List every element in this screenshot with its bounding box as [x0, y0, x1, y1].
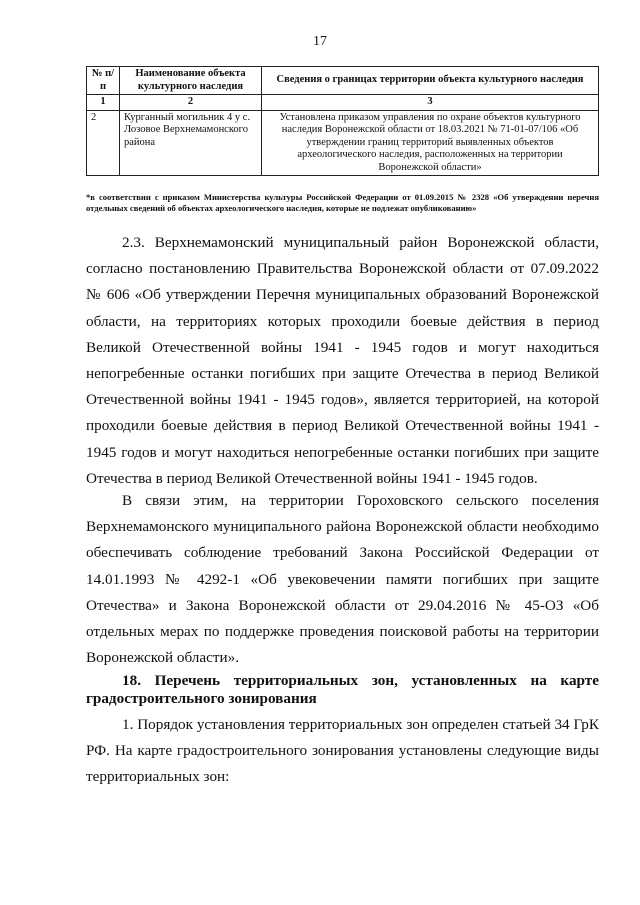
table-index-row	[87, 95, 599, 111]
row-number-cell: 2	[87, 110, 120, 176]
column-header-name: Наименование объекта культурного наследия	[120, 67, 262, 95]
paragraph-section-2-3	[86, 230, 599, 492]
heritage-table	[86, 66, 599, 176]
boundaries-info-cell: Установлена приказом управления по охране объектов культурного наследия Воронежской области от 18.03.2021 № 71-01-07/106 «Об утверждении границ территорий выявленных объектов археологического наследия, расположенных на территории Воронежской области»	[262, 110, 599, 176]
object-name-cell: Курганный могильник 4 у с. Лозовое Верхнемамонского района	[120, 110, 262, 176]
paragraph-text: 2.3. Верхнемамонский муниципальный район Воронежской области, согласно постановлению Правительства Воронежской области от 07.09.2022 № 606 «Об утверждении Перечня муниципальных образований Воронежской области, на территориях которых проходили боевые действия в период Великой Отечественной войны 1941 - 1945 годов и могут находиться непогребенные останки погибших при защите Отечества в период Великой Отечественной войны 1941 - 1945 годов», является территорией, на которой проходили боевые действия в период Великой Отечественной войны 1941 - 1945 годов и могут находиться непогребенные останки погибших при защите Отечества в период Великой Отечественной войны 1941 - 1945 годов.	[86, 234, 599, 487]
paragraph-text: В связи этим, на территории Гороховского сельского поселения Верхнемамонского муниципального района Воронежской области необходимо обеспечивать соблюдение требований Закона Российской Федерации от 14.01.1993 № 4292-1 «Об увековечении памяти погибших при защите Отечества» и Закона Воронежской области от 29.04.2016 № 45-ОЗ «Об отдельных мерах по поддержке проведения поисковой работы на территории Воронежской области».	[86, 492, 599, 667]
table-header-row	[87, 67, 599, 95]
section-heading: 18. Перечень территориальных зон, установленных на карте градостроительного зонирования	[86, 672, 599, 707]
paragraph-requirements	[86, 488, 599, 671]
page-number: 17	[313, 34, 327, 49]
table-footnote: *в соответствии с приказом Министерства культуры Российской Федерации от 01.09.2015 № 2328 «Об утверждении перечня отдельных сведений об объектах археологического наследия, которые не подлежат опубликованию»	[86, 192, 599, 213]
column-header-number: № п/п	[87, 67, 120, 95]
column-header-boundaries: Сведения о границах территории объекта культурного наследия	[262, 67, 599, 95]
index-cell: 1	[87, 95, 120, 111]
index-cell: 2	[120, 95, 262, 111]
table-row	[87, 110, 599, 176]
paragraph-text: 1. Порядок установления территориальных зон определен статьей 34 ГрК РФ. На карте градостроительного зонирования установлены следующие виды территориальных зон:	[86, 716, 599, 786]
paragraph-zones	[86, 712, 599, 791]
index-cell: 3	[262, 95, 599, 111]
